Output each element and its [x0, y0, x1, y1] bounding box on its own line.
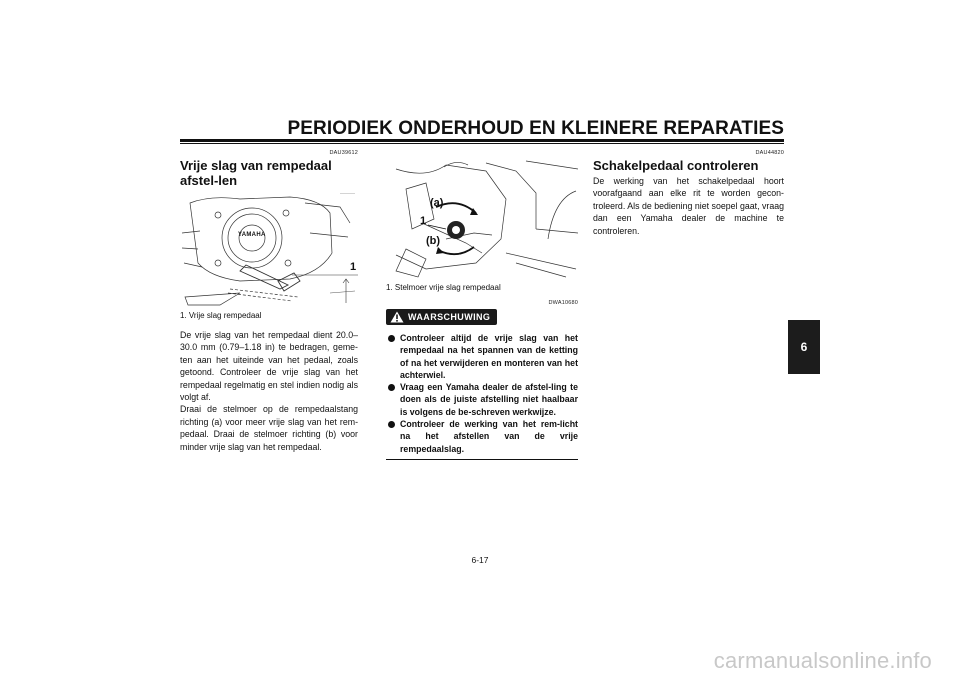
bullet-icon: [388, 384, 395, 391]
brake-pedal-illustration: [180, 193, 358, 307]
warning-triangle-icon: [390, 311, 404, 323]
column-brake-pedal: [180, 150, 358, 453]
header-rule-thin: [180, 143, 784, 144]
section-code: DAU44820: [755, 150, 784, 156]
warning-item: Controleer altijd de vrije slag van het rempedaal na het spannen van de ketting of na het verwijderen en monteren van het achterwiel.: [386, 332, 578, 381]
column-adjusting-nut: [386, 150, 578, 460]
warning-badge: [386, 309, 497, 325]
page-header: [180, 118, 784, 140]
warning-label: WAARSCHUWING: [408, 312, 491, 322]
warning-code: DWA10680: [548, 300, 578, 306]
figure-caption: 1. Stelmoer vrije slag rempedaal: [386, 283, 501, 292]
warning-block: [386, 300, 578, 460]
paragraph: De vrije slag van het rempedaal dient 20.0–30.0 mm (0.79–1.18 in) te bedragen, geme-ten aan het uiteinde van het pedaal, zoals getoond. Controleer de vrije slag van het rempedaal regelmatig en stel indien nodig als volgt af.: [180, 330, 358, 403]
warning-item: Controleer de werking van het rem-licht na het afstellen van de vrije rempedaalslag.: [386, 418, 578, 455]
watermark: carmanualsonline.info: [713, 648, 932, 673]
figure-label-a: (a): [430, 197, 444, 209]
engine-logo: YAMAHA: [238, 232, 266, 238]
bullet-icon: [388, 335, 395, 342]
figure-label-1: 1: [420, 215, 427, 227]
paragraph: De werking van het schakelpedaal hoort voorafgaand aan elke rit te worden gecon-troleerd. Als de bediening niet soepel gaat, vraag dan een Yamaha dealer de machine te controleren.: [593, 176, 784, 236]
page-title: PERIODIEK ONDERHOUD EN KLEINERE REPARATIES: [287, 118, 784, 139]
section-code: DAU39612: [329, 150, 358, 156]
header-rule: [180, 139, 784, 142]
figure-adjusting-nut: [386, 159, 578, 279]
section-title: Schakelpedaal controleren: [593, 158, 759, 173]
figure-brake-pedal: [180, 193, 358, 307]
warning-rule: [386, 459, 578, 460]
chapter-tab: 6: [788, 320, 820, 374]
body-text: [180, 329, 358, 453]
paragraph: Draai de stelmoer op de rempedaalstang richting (a) voor meer vrije slag van het rem-pedaal. Draai de stelmoer richting (b) voor minder vrije slag van het rempedaal.: [180, 404, 358, 452]
adjusting-nut-illustration: [386, 159, 578, 279]
section-title: Vrije slag van rempedaal afstel-len: [180, 158, 332, 188]
warning-item: Vraag een Yamaha dealer de afstel-ling te doen als de juiste afstelling niet haalbaar is volgens de be-schreven werkwijze.: [386, 381, 578, 418]
figure-caption: 1. Vrije slag rempedaal: [180, 311, 262, 320]
figure-label-1: 1: [350, 261, 357, 273]
bullet-icon: [388, 421, 395, 428]
figure-label-b: (b): [426, 235, 441, 247]
page-number: 6-17: [471, 555, 489, 565]
warning-list: [386, 332, 578, 455]
column-shift-pedal: [593, 150, 784, 237]
body-text: [593, 175, 784, 237]
